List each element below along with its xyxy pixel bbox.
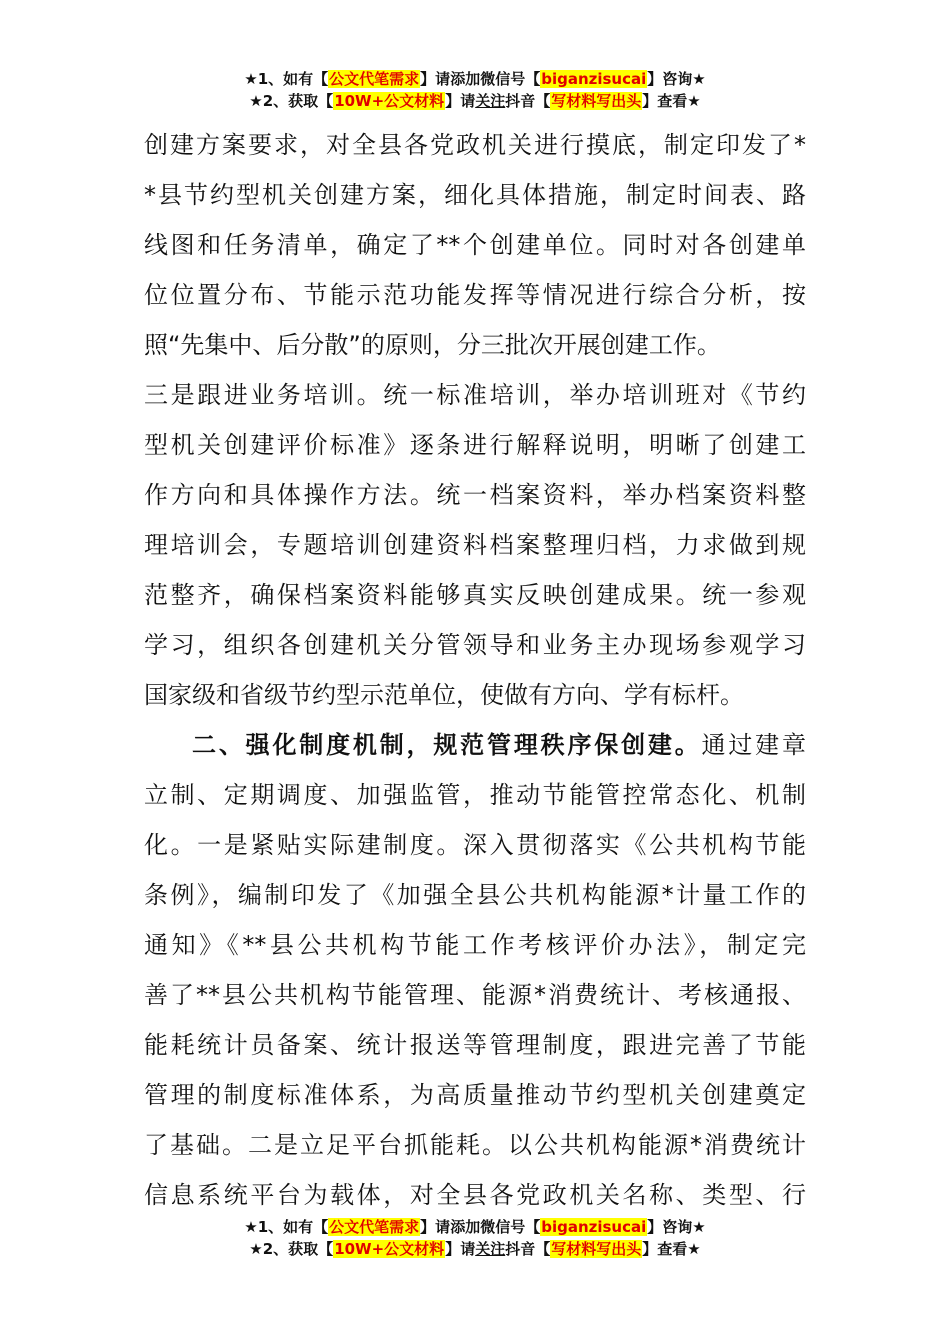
banner-text: 抖音【 [505,92,551,110]
section-heading-tail: 通过建章 [701,731,807,759]
body-line: 立制、定期调度、加强监管，推动节能管控常态化、机制 [144,781,806,809]
banner-text: 】请 [420,70,451,88]
banner-line-1 [0,1216,950,1238]
banner-highlight: 写材料写出头 [551,1240,642,1258]
banner-text: 关注 [475,1240,506,1258]
body-line: 通知》《**县公共机构节能工作考核评价办法》，制定完 [144,931,806,959]
body-line: 三是跟进业务培训。统一标准培训，举办培训班对《节约 [144,381,806,409]
banner-highlight: biganzisucai [541,70,647,88]
body-line: 创建方案要求，对全县各党政机关进行摸底，制定印发了* [144,131,806,159]
banner-text: 】请 [445,92,476,110]
body-line: 理培训会，专题培训创建资料档案整理归档，力求做到规 [144,531,806,559]
section-heading-line [144,720,806,770]
section-heading: 二、强化制度机制，规范管理秩序保创建。 [192,731,702,759]
banner-text: 】查看★ [642,92,701,110]
body-line: *县节约型机关创建方案，细化具体措施，制定时间表、路 [144,181,806,209]
footer-banner [0,1216,950,1260]
banner-text: 微信号【 [480,70,541,88]
banner-highlight: 10W+公文材料 [334,92,445,110]
banner-text: ★1、如有【 [244,1218,329,1236]
banner-text: 】咨询★ [647,1218,706,1236]
banner-text: ★2、获取【 [249,92,334,110]
banner-text: 】请 [420,1218,451,1236]
banner-highlight: 写材料写出头 [551,92,642,110]
banner-highlight: 公文代笔需求 [329,70,420,88]
body-line: 能耗统计员备案、统计报送等管理制度，跟进完善了节能 [144,1031,806,1059]
banner-highlight: 10W+公文材料 [334,1240,445,1258]
body-line: 条例》，编制印发了《加强全县公共机构能源*计量工作的 [144,881,806,909]
banner-text: ★2、获取【 [249,1240,334,1258]
banner-text: 关注 [475,92,506,110]
body-line: 型机关创建评价标准》逐条进行解释说明，明晰了创建工 [144,431,806,459]
banner-text: 】咨询★ [647,70,706,88]
body-line: 范整齐，确保档案资料能够真实反映创建成果。统一参观 [144,581,806,609]
banner-highlight: biganzisucai [541,1218,647,1236]
body-line: 化。一是紧贴实际建制度。深入贯彻落实《公共机构节能 [144,831,806,859]
banner-highlight: 公文代笔需求 [329,1218,420,1236]
header-banner [0,68,950,112]
banner-text: 微信号【 [480,1218,541,1236]
body-line: 学习，组织各创建机关分管领导和业务主办现场参观学习 [144,631,806,659]
banner-line-2 [0,1238,950,1260]
document-body [144,120,806,1220]
body-line: 作方向和具体操作方法。统一档案资料，举办档案资料整 [144,481,806,509]
banner-text: 】请 [445,1240,476,1258]
body-line: 信息系统平台为载体，对全县各党政机关名称、类型、行 [144,1181,806,1209]
banner-line-2 [0,90,950,112]
body-line: 线图和任务清单，确定了**个创建单位。同时对各创建单 [144,231,806,259]
banner-text: 抖音【 [505,1240,551,1258]
banner-text: 】查看★ [642,1240,701,1258]
banner-text: 添加 [450,1218,481,1236]
body-line: 善了**县公共机构节能管理、能源*消费统计、考核通报、 [144,981,806,1009]
banner-line-1 [0,68,950,90]
body-line: 了基础。二是立足平台抓能耗。以公共机构能源*消费统计 [144,1131,806,1159]
body-line: 位位置分布、节能示范功能发挥等情况进行综合分析，按 [144,281,806,309]
body-line: 管理的制度标准体系，为高质量推动节约型机关创建奠定 [144,1081,806,1109]
body-line: 照“先集中、后分散”的原则，分三批次开展创建工作。 [144,331,721,359]
banner-text: 添加 [450,70,481,88]
banner-text: ★1、如有【 [244,70,329,88]
body-line: 国家级和省级节约型示范单位，使做有方向、学有标杆。 [144,681,744,709]
